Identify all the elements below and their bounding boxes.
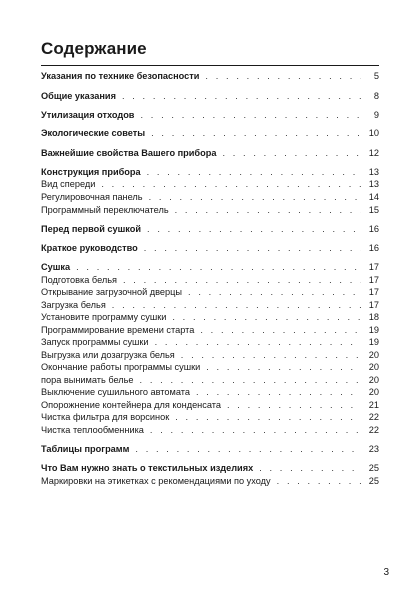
- toc-entry[interactable]: [41, 361, 379, 374]
- toc-leader-dots: [135, 443, 361, 456]
- toc-entry-label: Чистка теплообменника: [41, 425, 144, 435]
- toc-entry[interactable]: [41, 311, 379, 324]
- toc-entry[interactable]: [41, 204, 379, 217]
- toc-entry-page: 22: [368, 425, 379, 435]
- toc-leader-dots: [140, 109, 361, 122]
- toc-entry-page: 8: [373, 91, 379, 101]
- toc-entry-page: 17: [368, 287, 379, 297]
- toc-leader-dots: [175, 411, 361, 424]
- toc-entry-page: 10: [368, 128, 379, 138]
- toc-entry[interactable]: [41, 443, 379, 456]
- toc-entry-page: 25: [368, 476, 379, 486]
- toc-entry-label: Установите программу сушки: [41, 312, 167, 322]
- toc-entry-page: 17: [368, 300, 379, 310]
- toc-entry-label: Вид спереди: [41, 179, 96, 189]
- toc-leader-dots: [206, 361, 361, 374]
- toc-entry-label: Регулировочная панель: [41, 192, 143, 202]
- toc-leader-dots: [172, 311, 361, 324]
- toc-leader-dots: [175, 204, 361, 217]
- toc-entry[interactable]: [41, 191, 379, 204]
- toc-entry-page: 20: [368, 375, 379, 385]
- toc-entry[interactable]: [41, 90, 379, 103]
- toc-entry-label: Запуск программы сушки: [41, 337, 149, 347]
- toc-entry[interactable]: [41, 127, 379, 140]
- toc-entry-page: 5: [373, 71, 379, 81]
- toc-leader-dots: [150, 424, 361, 437]
- toc-entry-label: Окончание работы программы сушки: [41, 362, 201, 372]
- toc-entry-label: Чистка фильтра для ворсинок: [41, 412, 170, 422]
- toc-entry-label: пора вынимать белье: [41, 375, 134, 385]
- toc-entry[interactable]: [41, 147, 379, 160]
- toc-leader-dots: [151, 127, 361, 140]
- toc-entry[interactable]: [41, 70, 379, 83]
- toc-entry-label: Таблицы программ: [41, 444, 130, 454]
- toc-entry-page: 21: [368, 400, 379, 410]
- toc-entry-page: 17: [368, 275, 379, 285]
- toc-entry-label: Подготовка белья: [41, 275, 117, 285]
- toc-entry-label: Утилизация отходов: [41, 110, 135, 120]
- toc-leader-dots: [147, 223, 361, 236]
- toc-entry[interactable]: [41, 242, 379, 255]
- toc-entry-page: 20: [368, 362, 379, 372]
- toc-entry-label: Выгрузка или дозагрузка белья: [41, 350, 175, 360]
- page-number: 3: [383, 567, 389, 578]
- toc-entry-page: 12: [368, 148, 379, 158]
- toc-entry-page: 14: [368, 192, 379, 202]
- toc-leader-dots: [149, 191, 361, 204]
- toc-leader-dots: [196, 386, 361, 399]
- toc-entry-page: 19: [368, 325, 379, 335]
- toc-entry-page: 15: [368, 205, 379, 215]
- toc-entry-page: 19: [368, 337, 379, 347]
- toc-entry[interactable]: [41, 411, 379, 424]
- toc-leader-dots: [76, 261, 361, 274]
- toc-leader-dots: [277, 475, 361, 488]
- toc-entry-label: Маркировки на этикетках с рекомендациями по уходу: [41, 476, 271, 486]
- toc-entry[interactable]: [41, 386, 379, 399]
- toc-entry-label: Перед первой сушкой: [41, 224, 142, 234]
- toc-entry-label: Программный переключатель: [41, 205, 169, 215]
- toc-entry-page: 9: [373, 110, 379, 120]
- toc-leader-dots: [144, 242, 361, 255]
- toc-entry[interactable]: [41, 286, 379, 299]
- toc-entry[interactable]: [41, 424, 379, 437]
- toc-entry-page: 16: [368, 224, 379, 234]
- toc-entry-label: Экологические советы: [41, 128, 146, 138]
- toc-entry[interactable]: [41, 109, 379, 122]
- toc-entry-label: Общие указания: [41, 91, 116, 101]
- toc-entry-label: Указания по технике безопасности: [41, 71, 200, 81]
- toc-entry-label: Сушка: [41, 262, 71, 272]
- toc-entry-page: 16: [368, 243, 379, 253]
- toc-entry-page: 17: [368, 262, 379, 272]
- toc-entry-label: Краткое руководство: [41, 243, 138, 253]
- toc-entry-page: 13: [368, 179, 379, 189]
- toc-entry-page: 20: [368, 387, 379, 397]
- toc-leader-dots: [155, 336, 361, 349]
- toc-entry-label: Опорожнение контейнера для конденсата: [41, 400, 221, 410]
- toc-entry[interactable]: [41, 223, 379, 236]
- toc-entry-page: 22: [368, 412, 379, 422]
- toc-entry[interactable]: [41, 178, 379, 191]
- toc-leader-dots: [222, 147, 361, 160]
- toc-leader-dots: [101, 178, 361, 191]
- toc-entry[interactable]: [41, 336, 379, 349]
- toc-entry[interactable]: [41, 261, 379, 274]
- toc-leader-dots: [259, 462, 361, 475]
- toc-entry-label: Выключение сушильного автомата: [41, 387, 190, 397]
- toc-entry-label: Важнейшие свойства Вашего прибора: [41, 148, 217, 158]
- toc-leader-dots: [205, 70, 361, 83]
- toc-leader-dots: [188, 286, 361, 299]
- toc-entry[interactable]: [41, 462, 379, 475]
- toc-leader-dots: [122, 90, 361, 103]
- title-rule: [41, 65, 379, 66]
- toc-entry-label: Открывание загрузочной дверцы: [41, 287, 183, 297]
- toc-entry-label: Конструкция прибора: [41, 167, 141, 177]
- toc-entry[interactable]: [41, 475, 379, 488]
- toc-entry-label: Загрузка белья: [41, 300, 106, 310]
- toc-entry-page: 20: [368, 350, 379, 360]
- toc-entry-page: 18: [368, 312, 379, 322]
- toc-entry-label: Что Вам нужно знать о текстильных изделиях: [41, 463, 254, 473]
- page-title: Содержание: [41, 39, 147, 58]
- toc-entry-page: 13: [368, 167, 379, 177]
- toc-entry-label: Программирование времени старта: [41, 325, 195, 335]
- toc-entry-page: 23: [368, 444, 379, 454]
- toc-entry-page: 25: [368, 463, 379, 473]
